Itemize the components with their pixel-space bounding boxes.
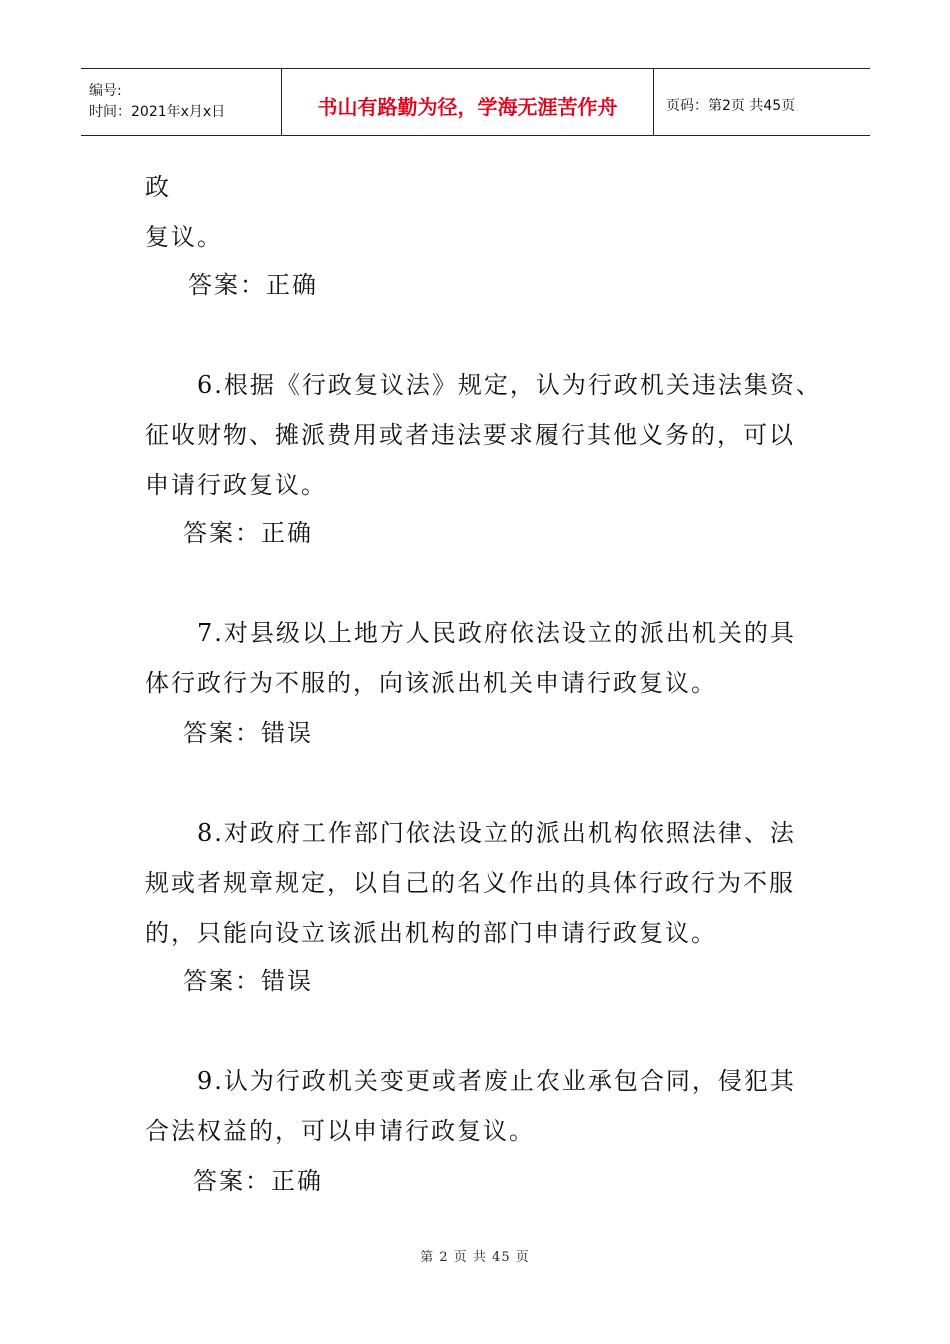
header-meta: [81, 69, 281, 135]
question-line: 9.认为行政机关变更或者废止农业承包合同，侵犯其: [197, 1067, 796, 1095]
answer-line: 答案：正确: [188, 271, 318, 299]
header-motto: 书山有路勤为径，学海无涯苦作舟: [281, 69, 654, 135]
question-line: 的，只能向设立该派出机构的部门申请行政复议。: [145, 919, 717, 947]
body-line: 复议。: [145, 223, 223, 251]
question-line: 征收财物、摊派费用或者违法要求履行其他义务的，可以: [145, 421, 795, 449]
question-line: 体行政行为不服的，向该派出机关申请行政复议。: [145, 669, 717, 697]
answer-line: 答案：错误: [183, 967, 313, 995]
question-line: 申请行政复议。: [145, 471, 327, 499]
question-line: 8.对政府工作部门依法设立的派出机构依照法律、法: [197, 819, 796, 847]
header-page-info: 页码：第2页 共45页: [666, 98, 796, 114]
page-footer: 第 2 页 共 45 页: [420, 1250, 530, 1265]
header-date-label: 时间：2021年x月x日: [89, 104, 226, 120]
header-number-label: 编号:: [89, 83, 122, 99]
question-line: 规或者规章规定，以自己的名义作出的具体行政行为不服: [145, 869, 795, 897]
page-header: [81, 68, 870, 136]
question-line: 7.对县级以上地方人民政府依法设立的派出机关的具: [197, 619, 796, 647]
answer-line: 答案：正确: [183, 519, 313, 547]
question-line: 合法权益的，可以申请行政复议。: [145, 1117, 535, 1145]
answer-line: 答案：错误: [183, 719, 313, 747]
question-line: 6.根据《行政复议法》规定，认为行政机关违法集资、: [197, 371, 822, 399]
body-line: 政: [145, 173, 171, 201]
answer-line: 答案：正确: [193, 1167, 323, 1195]
